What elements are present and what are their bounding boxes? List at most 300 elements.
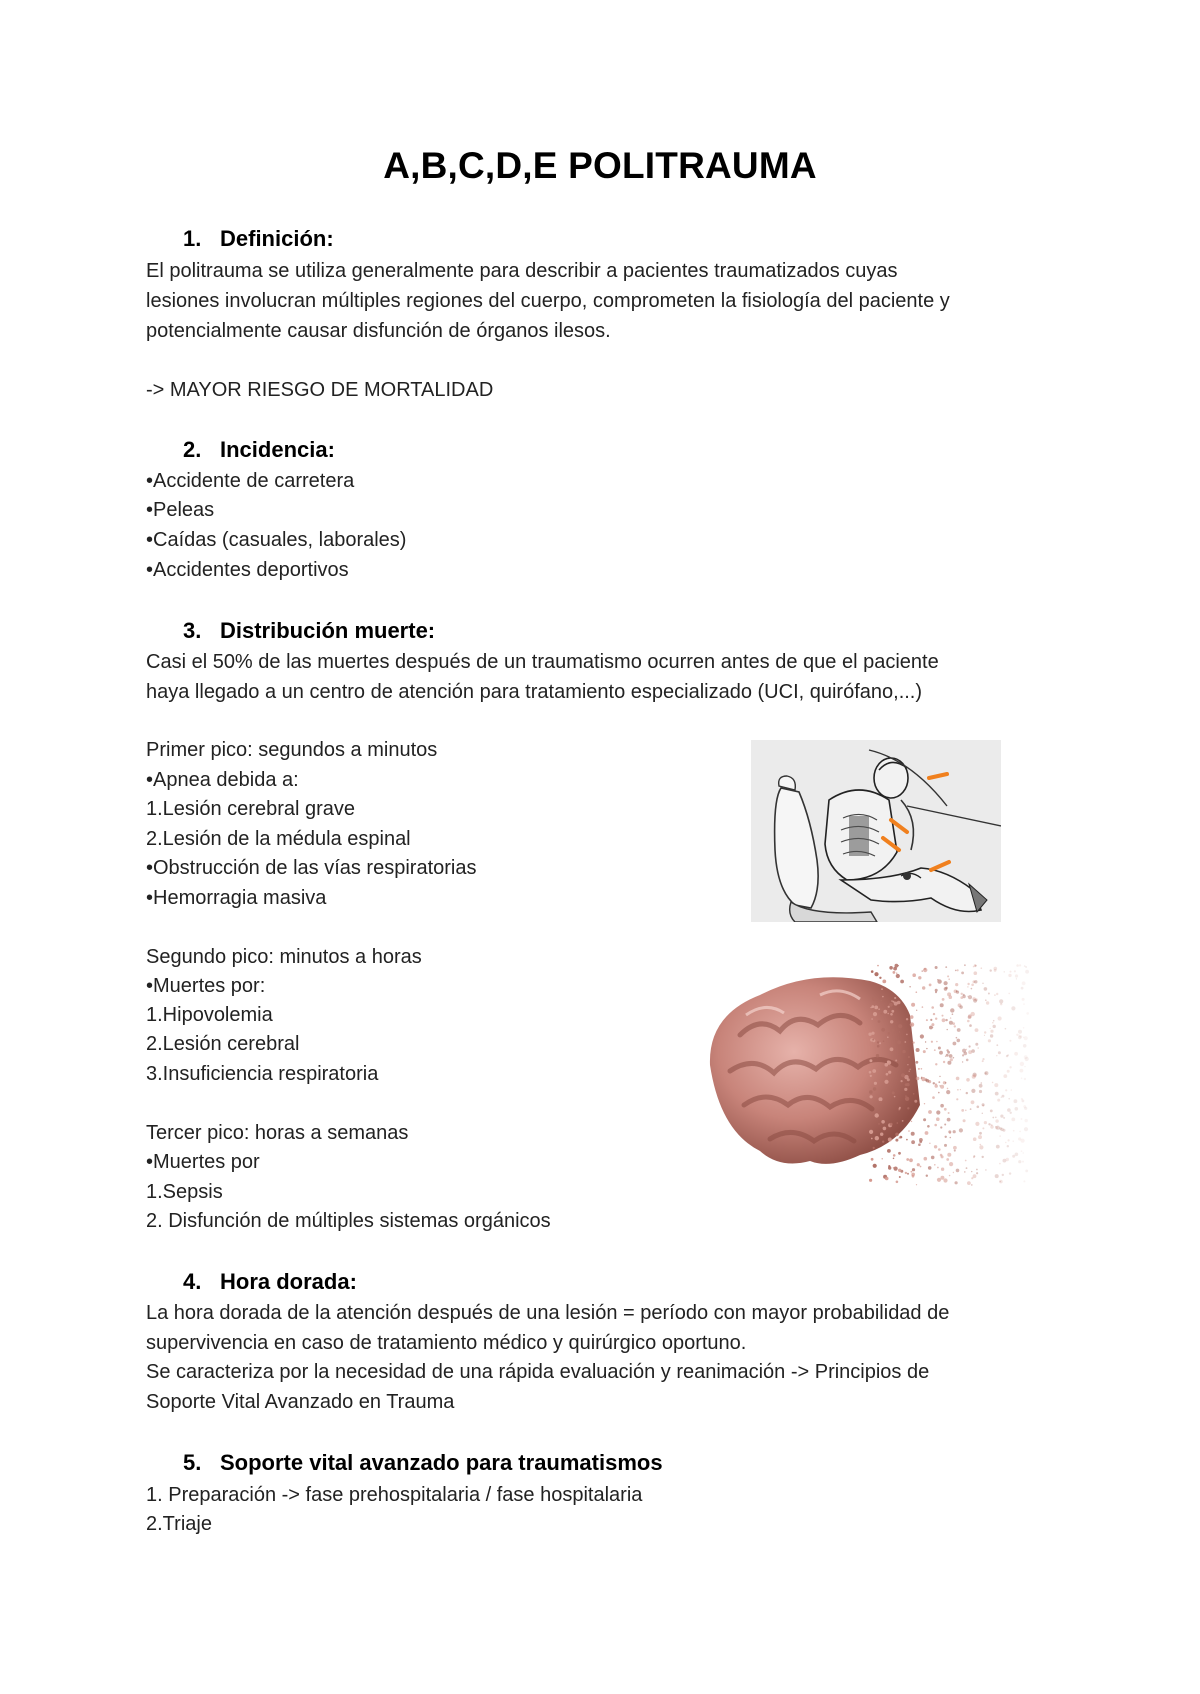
particle	[961, 972, 964, 975]
particle	[963, 994, 965, 996]
particle	[870, 1095, 873, 1098]
particle	[953, 1146, 957, 1150]
particle	[940, 1085, 944, 1089]
particle	[909, 986, 910, 987]
particle	[887, 1149, 891, 1153]
particle	[1004, 971, 1005, 972]
particle	[1013, 1130, 1015, 1132]
section-heading-distribucion	[183, 617, 435, 645]
particle	[1015, 1107, 1019, 1111]
particle	[991, 1124, 993, 1126]
particle	[956, 1077, 960, 1081]
particle	[1022, 1161, 1024, 1163]
particle	[1026, 1012, 1029, 1015]
particle	[906, 1139, 908, 1141]
particle	[933, 1082, 935, 1084]
particle	[921, 1078, 922, 1079]
particle	[968, 1050, 972, 1054]
particle	[974, 971, 978, 975]
particle	[982, 1058, 984, 1060]
particle	[934, 1124, 937, 1127]
particle	[982, 983, 983, 984]
paragraph-line: Casi el 50% de las muertes después de un traumatismo ocurren antes de que el paciente	[146, 651, 939, 673]
particle	[922, 1006, 924, 1008]
car-crash-drawing	[751, 740, 1001, 922]
particle	[960, 1089, 961, 1090]
list-item: 3.Insuficiencia respiratoria	[146, 1063, 379, 1085]
particle	[982, 1113, 983, 1114]
particle	[924, 1103, 925, 1104]
particle	[920, 1034, 924, 1038]
particle	[992, 1022, 994, 1024]
section-title: Hora dorada:	[220, 1269, 357, 1294]
paragraph-line: potencialmente causar disfunción de órganos ilesos.	[146, 320, 611, 342]
list-item: 1. Preparación -> fase prehospitalaria / fase hospitalaria	[146, 1484, 643, 1506]
particle	[911, 1171, 913, 1173]
particle	[923, 1050, 926, 1053]
particle	[916, 1010, 917, 1011]
particle	[1014, 970, 1016, 972]
particle	[943, 1061, 945, 1063]
particle	[929, 1026, 933, 1030]
section-number: 4.	[183, 1269, 202, 1294]
particle	[966, 1092, 968, 1094]
particle	[941, 1168, 944, 1171]
particle	[944, 1144, 947, 1147]
particle	[990, 1028, 991, 1029]
particle	[886, 1073, 889, 1076]
particle	[909, 1071, 910, 1072]
particle	[911, 1003, 915, 1007]
particle	[923, 1118, 926, 1121]
particle	[939, 1076, 940, 1077]
particle	[1019, 964, 1021, 966]
particle	[899, 1136, 902, 1139]
particle	[999, 999, 1003, 1003]
paragraph-line: lesiones involucran múltiples regiones del cuerpo, comprometen la fisiología del paciente y	[146, 290, 950, 312]
particle	[953, 1057, 955, 1059]
particle	[869, 1179, 872, 1182]
particle	[934, 1145, 937, 1148]
particle	[952, 1013, 954, 1015]
particle	[882, 996, 884, 998]
particle	[907, 1064, 908, 1065]
particle	[910, 1022, 914, 1026]
list-item: •Caídas (casuales, laborales)	[146, 529, 407, 551]
particle	[948, 1112, 950, 1114]
particle	[938, 1047, 941, 1050]
particle	[905, 1083, 908, 1086]
particle	[883, 1127, 887, 1131]
particle	[916, 1048, 920, 1052]
section-title: Soporte vital avanzado para traumatismos	[220, 1450, 663, 1475]
particle	[999, 1163, 1001, 1165]
particle	[973, 1137, 977, 1141]
particle	[942, 1018, 946, 1022]
particle	[936, 1117, 940, 1121]
particle	[947, 1118, 951, 1122]
particle	[877, 965, 879, 967]
particle	[1024, 1127, 1028, 1131]
particle	[968, 995, 972, 999]
particle	[1000, 1181, 1001, 1182]
particle	[1000, 1115, 1003, 1118]
particle	[937, 1178, 941, 1182]
particle	[895, 1133, 899, 1137]
particle	[875, 1113, 879, 1117]
particle	[944, 1124, 946, 1126]
particle	[1005, 1089, 1007, 1091]
section-number: 3.	[183, 618, 202, 643]
particle	[979, 1145, 983, 1149]
section-title: Incidencia:	[220, 437, 335, 462]
particle	[881, 1120, 885, 1124]
particle	[1021, 987, 1024, 990]
particle	[1023, 1027, 1025, 1029]
particle	[974, 964, 977, 967]
particle	[965, 1110, 967, 1112]
particle	[998, 1051, 1001, 1054]
particle	[916, 1061, 919, 1064]
particle	[1020, 1062, 1024, 1066]
particle	[888, 1165, 890, 1167]
particle	[984, 1031, 986, 1033]
particle	[950, 1058, 953, 1061]
particle	[953, 1042, 957, 1046]
particle	[905, 1172, 907, 1174]
particle	[990, 969, 992, 971]
particle	[945, 1082, 947, 1084]
particle	[883, 1010, 887, 1014]
list-item: 1.Hipovolemia	[146, 1004, 273, 1026]
particle	[926, 1019, 928, 1021]
particle	[956, 1037, 958, 1039]
particle	[920, 1166, 922, 1168]
particle	[934, 1164, 936, 1166]
paragraph-line: El politrauma se utiliza generalmente para describir a pacientes traumatizados cuyas	[146, 260, 898, 282]
particle	[1023, 1044, 1027, 1048]
particle	[904, 1088, 907, 1091]
particle	[967, 1020, 970, 1023]
particle	[953, 1130, 956, 1133]
particle	[959, 1005, 962, 1008]
particle	[996, 1044, 998, 1046]
particle	[950, 1137, 952, 1139]
particle	[975, 1028, 979, 1032]
particle	[988, 1039, 991, 1042]
particle	[1023, 1180, 1025, 1182]
particle	[956, 1169, 960, 1173]
particle	[1009, 1066, 1011, 1068]
particle	[967, 1181, 971, 1185]
list-item: 1.Sepsis	[146, 1181, 223, 1203]
particle	[971, 1184, 973, 1186]
particle	[906, 1034, 908, 1036]
particle	[1025, 970, 1029, 974]
particle	[979, 1084, 983, 1088]
particle	[931, 1023, 934, 1026]
particle	[880, 1133, 883, 1136]
particle	[984, 987, 988, 991]
particle	[966, 1167, 968, 1169]
particle	[882, 980, 886, 984]
particle	[906, 1158, 909, 1161]
particle	[967, 986, 968, 987]
particle	[949, 1175, 951, 1177]
particle	[1009, 1040, 1011, 1042]
particle	[1018, 1137, 1021, 1140]
particle	[952, 1022, 955, 1025]
brain-illustration	[700, 955, 1030, 1190]
particle	[940, 1154, 943, 1157]
particle	[919, 1138, 923, 1142]
particle	[879, 1042, 881, 1044]
particle	[947, 1029, 948, 1030]
particle	[890, 1047, 894, 1051]
section-title: Distribución muerte:	[220, 618, 436, 643]
particle	[873, 1147, 875, 1149]
particle	[872, 997, 875, 1000]
particle	[906, 1018, 908, 1020]
particle	[953, 1172, 954, 1173]
particle	[995, 1174, 999, 1178]
particle	[1011, 1006, 1015, 1010]
list-item: •Hemorragia masiva	[146, 887, 327, 909]
particle	[912, 1168, 915, 1171]
particle	[957, 969, 959, 971]
particle	[954, 1150, 956, 1152]
particle	[938, 1092, 940, 1094]
particle	[928, 1110, 932, 1114]
particle	[949, 1132, 951, 1134]
particle	[871, 1018, 873, 1020]
particle	[909, 1158, 913, 1162]
particle	[979, 1132, 982, 1135]
particle	[872, 1039, 874, 1041]
particle	[957, 1028, 961, 1032]
particle	[900, 980, 904, 984]
particle	[901, 1080, 903, 1082]
particle	[1016, 1034, 1018, 1036]
particle	[887, 1036, 889, 1038]
section-number: 1.	[183, 226, 202, 251]
particle	[1012, 1155, 1015, 1158]
particle	[949, 995, 953, 999]
particle	[873, 1164, 877, 1168]
particle	[936, 1041, 938, 1043]
particle	[963, 1119, 966, 1122]
list-item: •Accidente de carretera	[146, 470, 355, 492]
particle	[869, 1090, 873, 1094]
particle	[1016, 964, 1019, 967]
particle	[1023, 1152, 1024, 1153]
particle	[1021, 1150, 1023, 1152]
particle	[964, 964, 966, 966]
particle	[1013, 1141, 1014, 1142]
particle	[938, 1081, 940, 1083]
particle	[947, 975, 949, 977]
list-item: •Apnea debida a:	[146, 769, 299, 791]
particle	[1010, 971, 1012, 973]
particle	[999, 1135, 1000, 1136]
particle	[896, 974, 900, 978]
peak-heading: Tercer pico: horas a semanas	[146, 1122, 409, 1144]
particle	[893, 971, 896, 974]
particle	[1011, 1089, 1012, 1090]
particle	[974, 980, 977, 983]
particle	[931, 1156, 935, 1160]
particle	[895, 1139, 898, 1142]
particle	[985, 999, 987, 1001]
particle	[977, 1106, 980, 1109]
particle	[965, 1160, 967, 1162]
particle	[873, 1012, 877, 1016]
particle	[973, 1156, 975, 1158]
particle	[898, 1169, 901, 1172]
particle	[960, 996, 963, 999]
particle	[877, 1041, 879, 1043]
particle	[937, 979, 939, 981]
particle	[922, 986, 925, 989]
particle	[962, 1061, 963, 1062]
particle	[897, 1122, 899, 1124]
particle	[898, 1024, 902, 1028]
particle	[1007, 1145, 1009, 1147]
particle	[947, 1061, 951, 1065]
particle	[1003, 1117, 1005, 1119]
particle	[935, 966, 938, 969]
particle	[982, 1060, 984, 1062]
particle	[977, 1047, 979, 1049]
particle	[957, 1089, 959, 1091]
particle	[950, 1017, 951, 1018]
particle	[894, 1002, 898, 1006]
particle	[955, 983, 958, 986]
particle	[1014, 1099, 1018, 1103]
particle	[883, 1040, 885, 1042]
particle	[1025, 1170, 1028, 1173]
particle	[1006, 1158, 1009, 1161]
particle	[996, 1055, 997, 1056]
particle	[1024, 1066, 1025, 1067]
particle	[992, 1082, 994, 1084]
particle	[1019, 1131, 1021, 1133]
particle	[931, 1006, 934, 1009]
particle	[988, 993, 990, 995]
particle	[1023, 1105, 1026, 1108]
particle	[871, 1005, 874, 1008]
particle	[946, 1158, 949, 1161]
particle	[940, 1003, 944, 1007]
particle	[933, 1013, 935, 1015]
particle	[918, 976, 921, 979]
particle	[936, 1110, 940, 1114]
particle	[982, 1156, 984, 1158]
particle	[944, 981, 948, 985]
particle	[1002, 1095, 1005, 1098]
particle	[1023, 1037, 1024, 1038]
particle	[893, 1167, 894, 1168]
particle	[901, 1073, 905, 1077]
particle	[879, 1097, 883, 1101]
particle	[1002, 1174, 1004, 1176]
particle	[926, 1079, 929, 1082]
particle	[887, 1060, 890, 1063]
particle	[967, 983, 969, 985]
particle	[980, 1144, 982, 1146]
particle	[930, 1019, 932, 1021]
particle	[962, 1049, 966, 1053]
particle	[966, 1059, 969, 1062]
particle	[956, 990, 958, 992]
particle	[1018, 1030, 1022, 1034]
section-heading-incidencia	[183, 436, 335, 464]
particle	[945, 1136, 947, 1138]
particle	[1010, 1112, 1012, 1114]
particle	[878, 1008, 880, 1010]
particle	[944, 1108, 947, 1111]
particle	[979, 1090, 982, 1093]
particle	[955, 1181, 958, 1184]
particle	[873, 1087, 876, 1090]
particle	[1022, 998, 1025, 1001]
particle	[905, 1097, 909, 1101]
particle	[947, 1153, 951, 1157]
particle	[950, 1008, 954, 1012]
particle	[994, 967, 998, 971]
particle	[971, 1100, 975, 1104]
particle	[997, 1099, 1000, 1102]
particle	[1011, 1118, 1015, 1122]
section-number: 5.	[183, 1450, 202, 1475]
particle	[917, 1163, 920, 1166]
paragraph-line: Soporte Vital Avanzado en Trauma	[146, 1391, 455, 1413]
particle	[982, 1127, 984, 1129]
particle	[1007, 1054, 1009, 1056]
particle	[949, 1021, 953, 1025]
particle	[876, 1054, 879, 1057]
particle	[994, 1083, 998, 1087]
particle	[1009, 1172, 1011, 1174]
particle	[879, 977, 881, 979]
list-item: 2. Disfunción de múltiples sistemas orgánicos	[146, 1210, 551, 1232]
list-item: 2.Lesión de la médula espinal	[146, 828, 411, 850]
particle	[888, 1032, 891, 1035]
particle	[925, 1131, 929, 1135]
particle	[890, 1013, 893, 1016]
section-heading-definicion	[183, 225, 334, 253]
particle	[946, 1054, 949, 1057]
particle	[935, 991, 937, 993]
mortality-note: -> MAYOR RIESGO DE MORTALIDAD	[146, 379, 494, 401]
disintegrating-brain-drawing	[700, 955, 1030, 1190]
particle	[911, 1140, 915, 1144]
particle	[982, 1103, 985, 1106]
particle	[1015, 974, 1018, 977]
list-item: •Peleas	[146, 499, 215, 521]
particle	[940, 1126, 942, 1128]
particle	[956, 1098, 958, 1100]
particle	[1001, 1097, 1002, 1098]
particle	[954, 1025, 956, 1027]
particle	[894, 1096, 896, 1098]
particle	[996, 993, 998, 995]
particle	[921, 1068, 923, 1070]
paragraph-line: Se caracteriza por la necesidad de una rápida evaluación y reanimación -> Principios de	[146, 1361, 930, 1383]
particle	[1019, 1035, 1021, 1037]
particle	[995, 1126, 998, 1129]
particle	[971, 1089, 975, 1093]
